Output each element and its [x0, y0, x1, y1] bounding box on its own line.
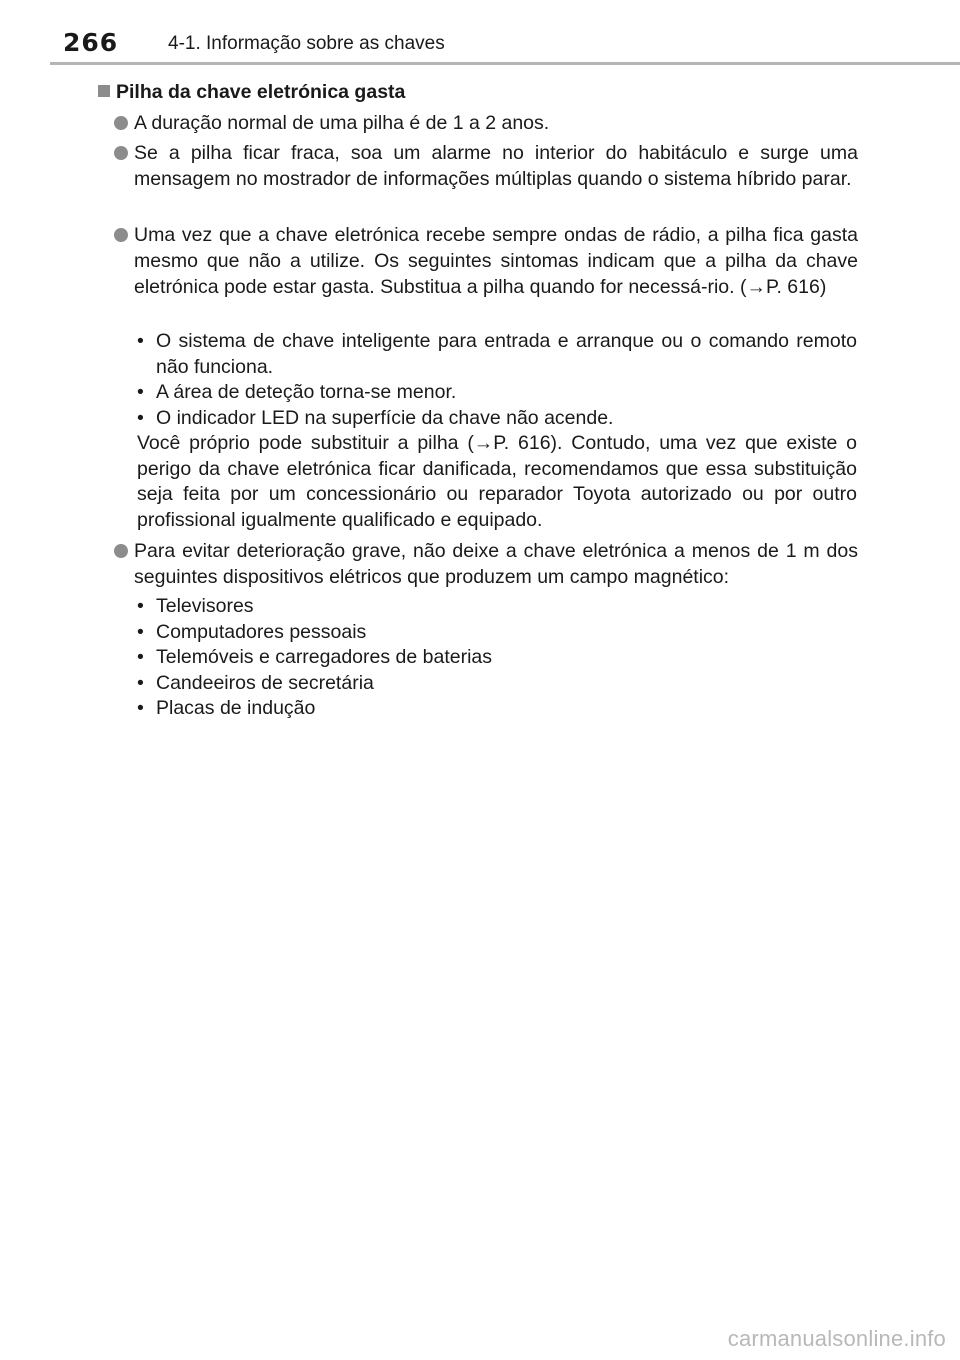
round-bullet-icon: [114, 146, 128, 160]
page-number: 266: [63, 28, 119, 57]
page-header: [0, 0, 960, 66]
list-item: • O indicador LED na superfície da chave não acende.: [137, 406, 857, 432]
subsection-title: Pilha da chave eletrónica gasta: [116, 81, 406, 103]
list-item: • Placas de indução: [137, 696, 857, 722]
symptom-list: [137, 329, 857, 533]
list-item: • A área de deteção torna-se menor.: [137, 380, 857, 406]
round-bullet-icon: [114, 116, 128, 130]
list-item: • Televisores: [137, 594, 857, 620]
bullet-text: A duração normal de uma pilha é de 1 a 2 anos.: [134, 112, 550, 134]
bullet-item: [114, 222, 858, 300]
list-item: • Candeeiros de secretária: [137, 671, 857, 697]
device-list: [137, 594, 857, 722]
round-bullet-icon: [114, 544, 128, 558]
list-item: • Computadores pessoais: [137, 620, 857, 646]
header-divider: [50, 62, 960, 65]
section-title: 4-1. Informação sobre as chaves: [168, 33, 445, 54]
watermark: carmanualsonline.info: [727, 1326, 946, 1351]
bullet-text: Uma vez que a chave eletrónica recebe sempre ondas de rádio, a pilha fica gasta mesmo que não a utilize. Os seguintes sintomas indicam que a pilha da chave eletrónica pode estar gasta. Substitua a pilha quando for necessá-rio. (→P. 616): [134, 224, 858, 298]
bullet-item: [114, 538, 858, 590]
bullet-item: [114, 110, 858, 136]
bullet-text: Para evitar deterioração grave, não deixe a chave eletrónica a menos de 1 m dos seguintes dispositivos elétricos que produzem um campo magnético:: [134, 540, 858, 588]
square-bullet-icon: [98, 85, 110, 97]
list-item: • O sistema de chave inteligente para entrada e arranque ou o comando remoto não funciona.: [137, 329, 857, 380]
battery-replacement-note: Você próprio pode substituir a pilha (→P. 616). Contudo, uma vez que existe o perigo da chave eletrónica ficar danificada, recomendamos que essa substituição seja feita por um concessionário ou reparador Toyota autorizado ou por outro profissional igualmente qualificado e equipado.: [137, 432, 857, 531]
list-item: • Telemóveis e carregadores de baterias: [137, 645, 857, 671]
bullet-text: Se a pilha ficar fraca, soa um alarme no interior do habitáculo e surge uma mensagem no mostrador de informações múltiplas quando o sistema híbrido parar.: [134, 142, 858, 190]
subsection-heading: [98, 80, 405, 104]
round-bullet-icon: [114, 228, 128, 242]
bullet-item: [114, 140, 858, 192]
